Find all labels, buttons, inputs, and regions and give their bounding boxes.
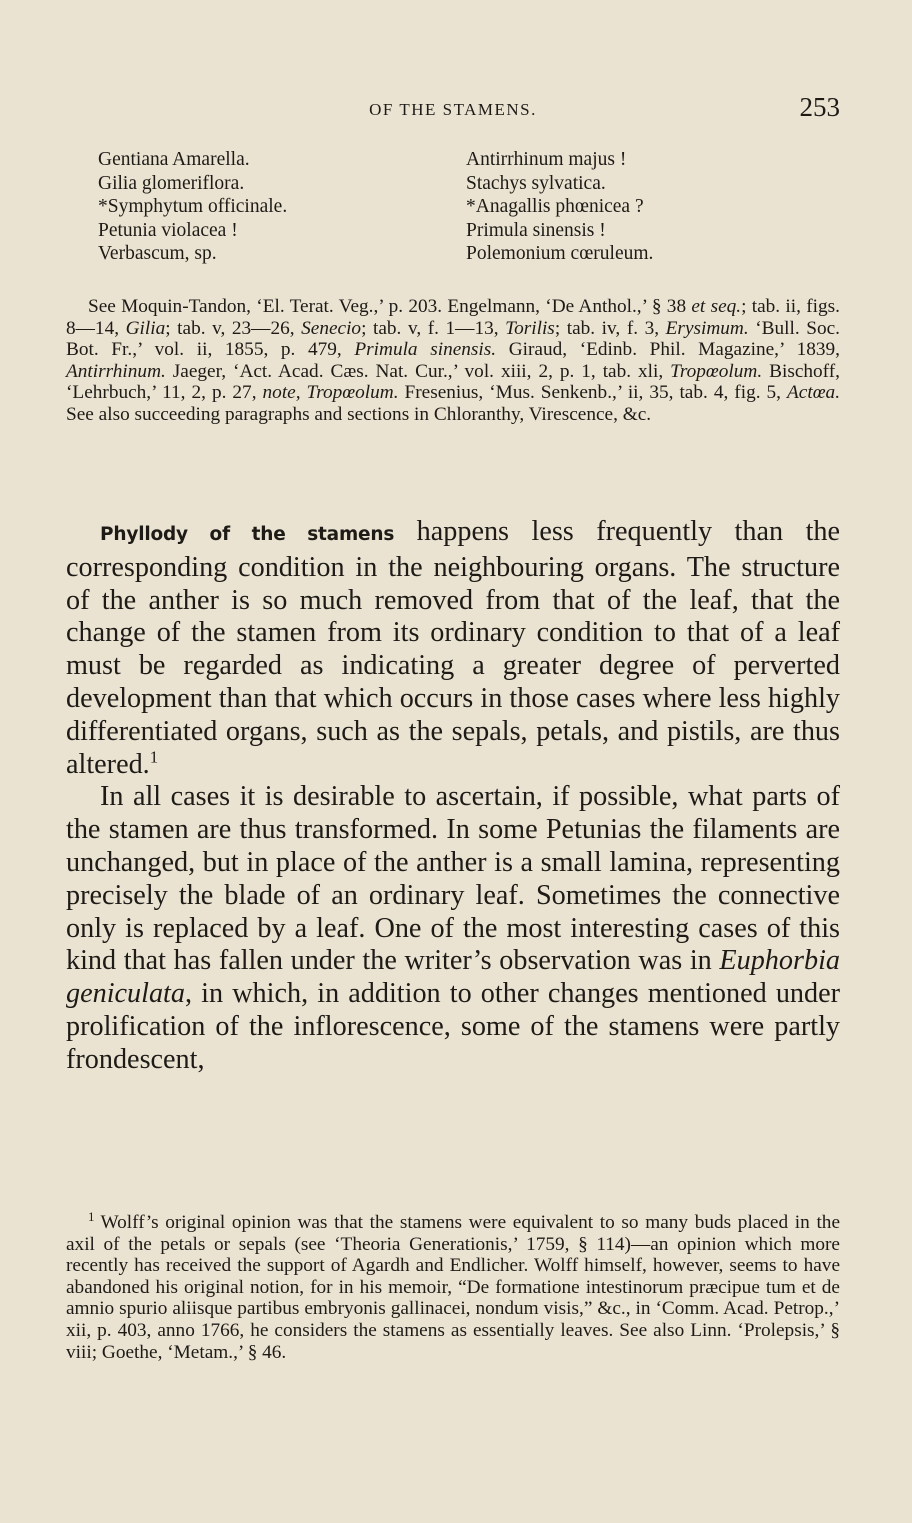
references-paragraph [66, 296, 840, 426]
ref-text: Fresenius, ‘Mus. Senkenb.,’ ii, 35, tab. 4, fig. 5, [398, 382, 787, 404]
ref-text: Giraud, ‘Edinb. Phil. Magazine,’ 1839, [496, 339, 840, 361]
ref-italic: Primula sinensis. [354, 339, 497, 361]
paragraph-text: , in which, in addition to other changes mentioned under prolification of the inflorescence, some of the stamens were partly frondescent, [66, 978, 840, 1075]
list-item: Antirrhinum majus ! [466, 149, 627, 170]
ref-italic: Actœa. [787, 382, 841, 404]
ref-text: ; tab. v, f. 1—13, [361, 317, 506, 339]
species-column-left [98, 148, 287, 266]
list-item: Petunia violacea ! [98, 219, 238, 241]
ref-text: ; tab. iv, f. 3, [554, 317, 666, 339]
list-item: Stachys sylvatica. [466, 172, 606, 194]
footnote-mark: 1 [88, 1208, 95, 1224]
main-text [66, 516, 840, 1077]
footnote-reference: 1 [149, 747, 159, 767]
list-item: Verbascum, sp. [98, 243, 217, 264]
page-number: 253 [799, 92, 840, 122]
species-column-right [466, 148, 653, 266]
paragraph-text: happens less frequently than the corresponding condition in the neighbouring organs. The structure of the anther is so much removed from that of the leaf, that the change of the stamen from its ordinary condition to that of a leaf must be regarded as indicating a greater degree of perverted development than that which occurs in those cases where less highly differentiated organs, such as the sepals, petals, and pistils, are thus altered. [66, 516, 841, 780]
ref-text: Jaeger, ‘Act. Acad. Cæs. Nat. Cur.,’ vol. xiii, 2, p. 1, tab. xli, [165, 360, 671, 382]
ref-text: ‘Bull. Soc. Bot. Fr.,’ vol. ii, 1855, p. 479, [66, 317, 841, 361]
paragraph-text: In all cases it is desirable to ascertain, if possible, what parts of the stamen are thus transformed. In some Petunias the filaments are unchanged, but in place of the anther is a small lamina, representing precisely the blade of an ordinary leaf. Sometimes the connective only is replaced by a leaf. One of the most interesting cases of this kind that has fallen under the writer’s observation was in [66, 781, 840, 977]
list-item: Gilia glomeriflora. [98, 172, 245, 194]
ref-italic: Senecio [301, 317, 362, 339]
ref-italic: Torilis [505, 317, 555, 339]
ref-text: See Moquin-Tandon, ‘El. Terat. Veg.,’ p. 203. Engelmann, ‘De Anthol.,’ § 38 [88, 296, 692, 317]
ref-italic: note, Tropœolum. [262, 382, 399, 404]
paragraph [66, 516, 840, 781]
paragraph [66, 781, 840, 1076]
list-item: *Anagallis phœnicea ? [466, 196, 644, 217]
ref-italic: et seq. [691, 296, 742, 317]
list-item: Primula sinensis ! [466, 219, 606, 241]
footnote-text: Wolff’s original opinion was that the stamens were equivalent to so many buds placed in the axil of the petals or sepals (see ‘Theoria Generationis,’ 1759, § 114)—an opinion which more recently has received the support of Agardh and Endlicher. Wolff himself, however, seems to have abandoned his original notion, for in his memoir, “De formatione intestinorum præcipue tum et de amnio spurio aliisque partibus embryonis gallinacei, nondum visis,” &c., in ‘Comm. Acad. Petrop.,’ xii, p. 403, anno 1766, he considers the stamens as essentially leaves. See also Linn. ‘Prolepsis,’ § viii; Goethe, ‘Metam.,’ § 46. [66, 1212, 840, 1363]
species-name: Euphorbia geniculata [66, 945, 840, 1010]
ref-text: See also succeeding paragraphs and sections in Chloranthy, Virescence, &c. [66, 403, 652, 425]
run-in-heading: Phyllody of the stamens [100, 524, 395, 545]
ref-text: Bischoff, ‘Lehrbuch,’ 11, 2, p. 27, [66, 360, 840, 404]
ref-text: ; tab. ii, figs. 8—14, [66, 296, 840, 339]
footnote [66, 1208, 840, 1363]
running-title: OF THE STAMENS. [369, 100, 537, 119]
ref-text: ; tab. v, 23—26, [165, 317, 302, 339]
ref-italic: Tropœolum. [670, 360, 763, 382]
list-item: Gentiana Amarella. [98, 149, 250, 170]
page-header [66, 92, 840, 126]
ref-italic: Gilia [125, 317, 166, 339]
ref-italic: Erysimum. [665, 317, 749, 339]
ref-italic: Antirrhinum. [66, 360, 166, 382]
list-item: Polemonium cœruleum. [466, 243, 654, 264]
list-item: *Symphytum officinale. [98, 196, 288, 217]
